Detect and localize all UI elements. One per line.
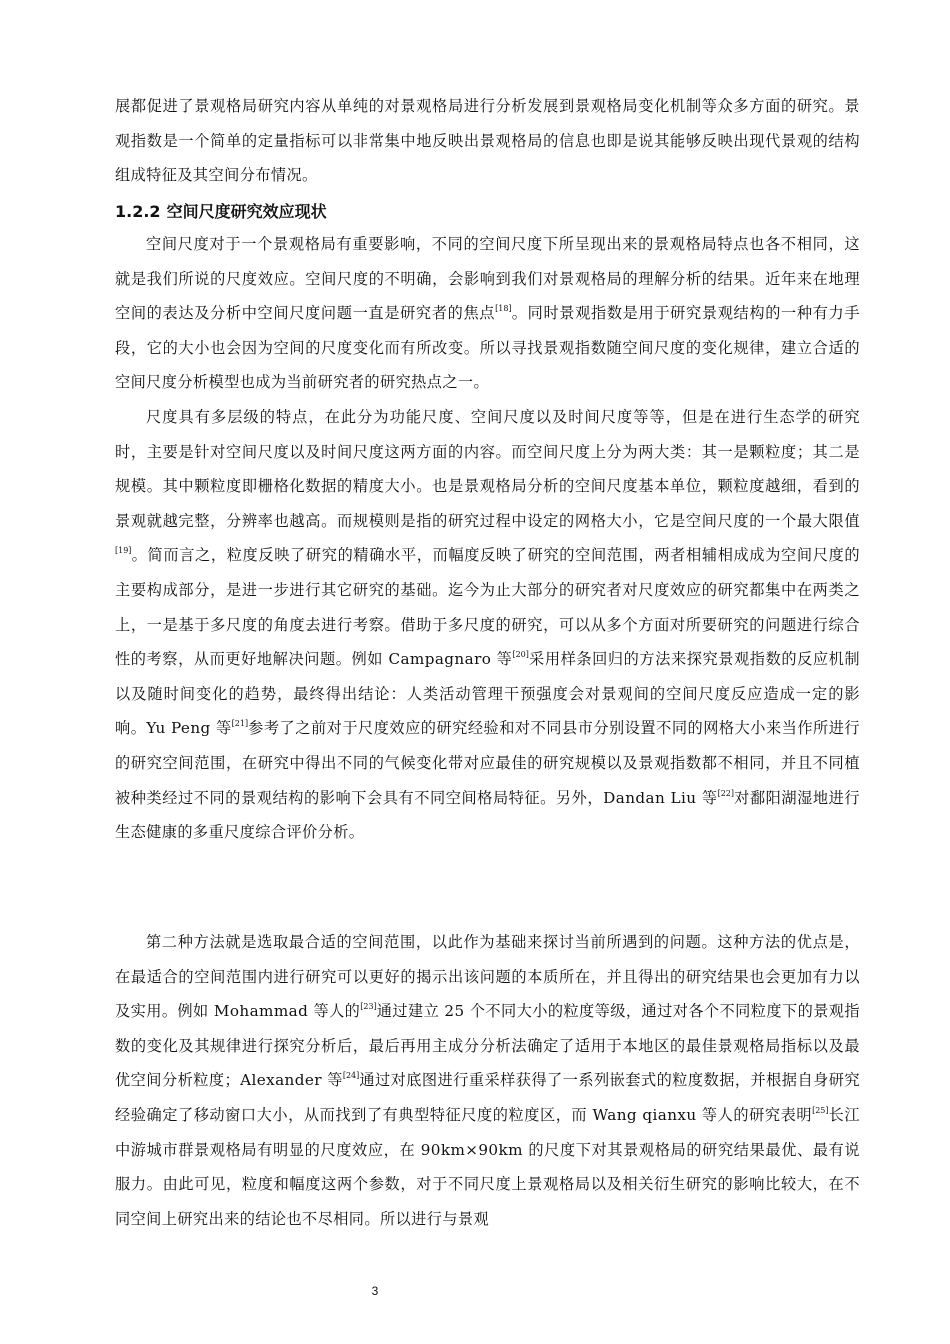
paragraph-text: 尺度具有多层级的特点，在此分为功能尺度、空间尺度以及时间尺度等等，但是在进行生态学的研究时，主要是针对空间尺度以及时间尺度这两方面的内容。而空间尺度上分为两大类：其一是颗粒度；其二是规模。其中颗粒度即栅格化数据的精度大小。也是景观格局分析的空间尺度基本单位，颗粒度越细，看到的景观就越完整，分辨率也越高。而规模则是指的研究过程中设定的网格大小，它是空间尺度的一个最大限值	[115, 408, 860, 530]
paragraph-text: 采用样条回归的方法来探究景观指数的反应机制以及随时间变化的趋势，最终得出结论：人类活动管理干预强度会对景观间的空间尺度反应造成一定的影响。Yu Peng 等	[115, 650, 860, 738]
paragraph-scale-effect	[115, 227, 860, 400]
paragraph-optimal-scale	[115, 925, 860, 1236]
paragraph-text: 参考了之前对于尺度效应的研究经验和对不同县市分别设置不同的网格大小来当作所进行的研究空间范围，在研究中得出不同的气候变化带对应最佳的研究规模以及景观指数都不相同，并且不同植被种类经过不同的景观结构的影响下会具有不同空间格局特征。另外，Dandan Liu 等	[115, 719, 860, 807]
paragraph-text: 通过建立 25 个不同大小的粒度等级，通过对各个不同粒度下的景观指数的变化及其规律进行探究分析后，最后再用主成分分析法确定了适用于本地区的最佳景观格局指标以及最优空间分析粒度；Alexander 等	[115, 1002, 860, 1090]
section-heading	[115, 200, 327, 224]
paragraph-text: 长江中游城市群景观格局有明显的尺度效应，在 90km×90km 的尺度下对其景观格局的研究结果最优、最有说服力。由此可见，粒度和幅度这两个参数，对于不同尺度上景观格局以及相关衍生研究的影响比较大，在不同空间上研究出来的结论也不尽相同。所以进行与景观	[115, 1105, 860, 1228]
paragraph-multi-scale	[115, 400, 860, 850]
paragraph-text: 展都促进了景观格局研究内容从单纯的对景观格局进行分析发展到景观格局变化机制等众多方面的研究。景观指数是一个简单的定量指标可以非常集中地反映出景观格局的信息也即是说其能够反映出现代景观的结构组成特征及其空间分布情况。	[115, 97, 860, 185]
citation-ref-23: [23]	[360, 1002, 377, 1012]
citation-ref-25: [25]	[812, 1105, 829, 1115]
citation-ref-21: [21]	[231, 719, 249, 729]
paragraph-text: 。同时景观指数是用于研究景观结构的一种有力手段，它的大小也会因为空间的尺度变化而有所改变。所以寻找景观指数随空间尺度的变化规律，建立合适的空间尺度分析模型也成为当前研究者的研究热点之一。	[115, 304, 860, 392]
paragraph-text: 通过对底图进行重采样获得了一系列嵌套式的粒度数据，并根据自身研究经验确定了移动窗口大小，从而找到了有典型特征尺度的粒度区，而 Wang qianxu 等人的研究表明	[115, 1071, 860, 1124]
paragraph-text: 对鄱阳湖湿地进行生态健康的多重尺度综合评价分析。	[115, 788, 860, 842]
paragraph-text: 空间尺度对于一个景观格局有重要影响，不同的空间尺度下所呈现出来的景观格局特点也各不相同，这就是我们所说的尺度效应。空间尺度的不明确，会影响到我们对景观格局的理解分析的结果。近年来在地理空间的表达及分析中空间尺度问题一直是研究者的焦点	[115, 235, 860, 323]
paragraph-text: 。简而言之，粒度反映了研究的精确水平，而幅度反映了研究的空间范围，两者相辅相成成为空间尺度的主要构成部分，是进一步进行其它研究的基础。迄今为止大部分的研究者对尺度效应的研究都集中在两类之上，一是基于多尺度的角度去进行考察。借助于多尺度的研究，可以从多个方面对所要研究的问题进行综合性的考察，从而更好地解决问题。例如 Campagnaro 等	[115, 546, 860, 669]
page-number: 3	[371, 1284, 379, 1298]
paragraph-continuation	[115, 89, 860, 193]
citation-ref-19: [19]	[115, 546, 132, 556]
citation-ref-24: [24]	[342, 1071, 360, 1081]
citation-ref-20: [20]	[512, 650, 529, 660]
citation-ref-18: [18]	[495, 304, 512, 314]
citation-ref-22: [22]	[717, 788, 735, 798]
section-number: 1.2.2	[115, 202, 161, 221]
section-title: 空间尺度研究效应现状	[166, 202, 327, 221]
paragraph-text: 第二种方法就是选取最合适的空间范围，以此作为基础来探讨当前所遇到的问题。这种方法的优点是，在最适合的空间范围内进行研究可以更好的揭示出该问题的本质所在，并且得出的研究结果也会更加有力以及实用。例如 Mohammad 等人的	[115, 933, 860, 1021]
